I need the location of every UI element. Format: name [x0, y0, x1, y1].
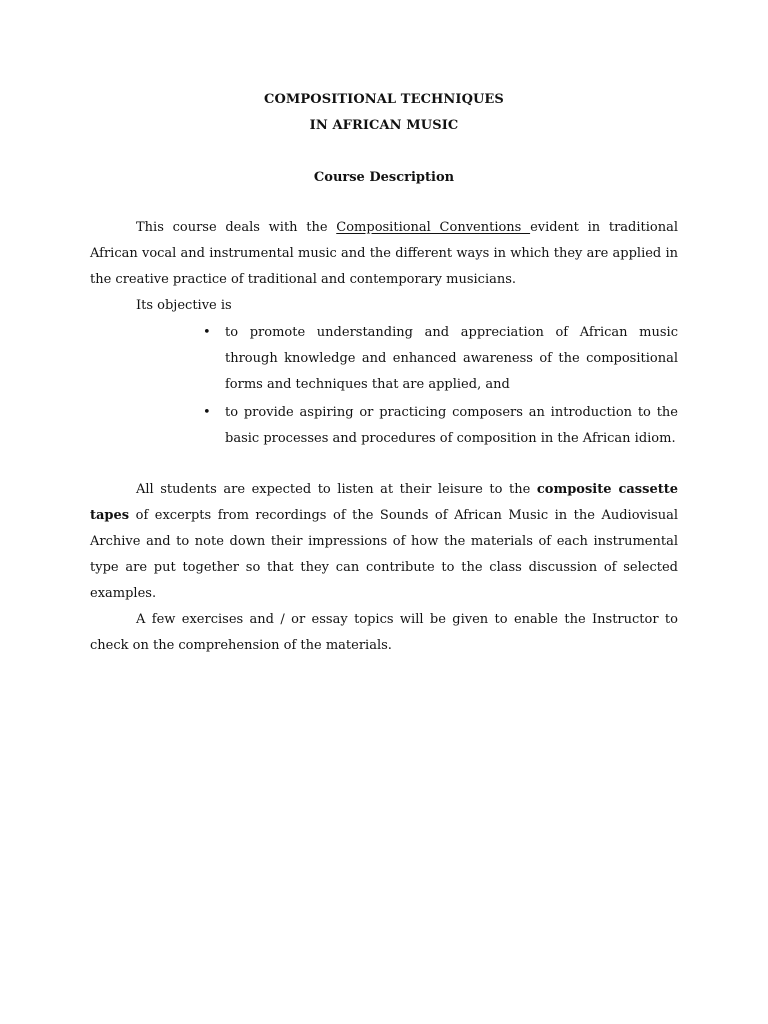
listening-text-end: of excerpts from recordings of the Sounds of African Music in the Audiovisual Archive and to note down their impressions of how the materials of each instrumental type are put together so that they can contribute to the class discussion of selected examples. — [90, 508, 678, 601]
intro-text-end: evident in traditional African vocal and instrumental music and the different ways in which they are applied in the creative practice of traditional and contemporary musicians. — [90, 220, 678, 287]
document-title-line-1: COMPOSITIONAL TECHNIQUES — [264, 92, 504, 107]
bullet-icon: • — [203, 405, 211, 420]
objective-text: to provide aspiring or practicing composers an introduction to the basic processes and procedures of composition in the African idiom. — [225, 405, 678, 446]
objective-text: to promote understanding and appreciation of African music through knowledge and enhanced awareness of the compositional forms and techniques that are applied, and — [225, 325, 678, 392]
bullet-icon: • — [203, 325, 211, 340]
listening-text-start: All students are expected to listen at their leisure to the — [136, 482, 537, 497]
objective-intro: Its objective is — [136, 298, 232, 313]
document-title-line-2: IN AFRICAN MUSIC — [309, 118, 459, 133]
list-item — [200, 400, 678, 452]
intro-paragraph — [90, 215, 678, 293]
objectives-list — [200, 320, 678, 454]
intro-text-start: This course deals with the — [136, 220, 337, 235]
section-heading: Course Description — [313, 170, 455, 185]
list-item — [200, 320, 678, 398]
compositional-conventions-term: Compositional Conventions — [336, 220, 531, 235]
listening-paragraph — [90, 477, 678, 659]
exercises-paragraph: A few exercises and / or essay topics will be given to enable the Instructor to check on the comprehension of the materials. — [90, 612, 678, 653]
cassette-tapes-term: composite cassette tapes — [90, 482, 678, 523]
